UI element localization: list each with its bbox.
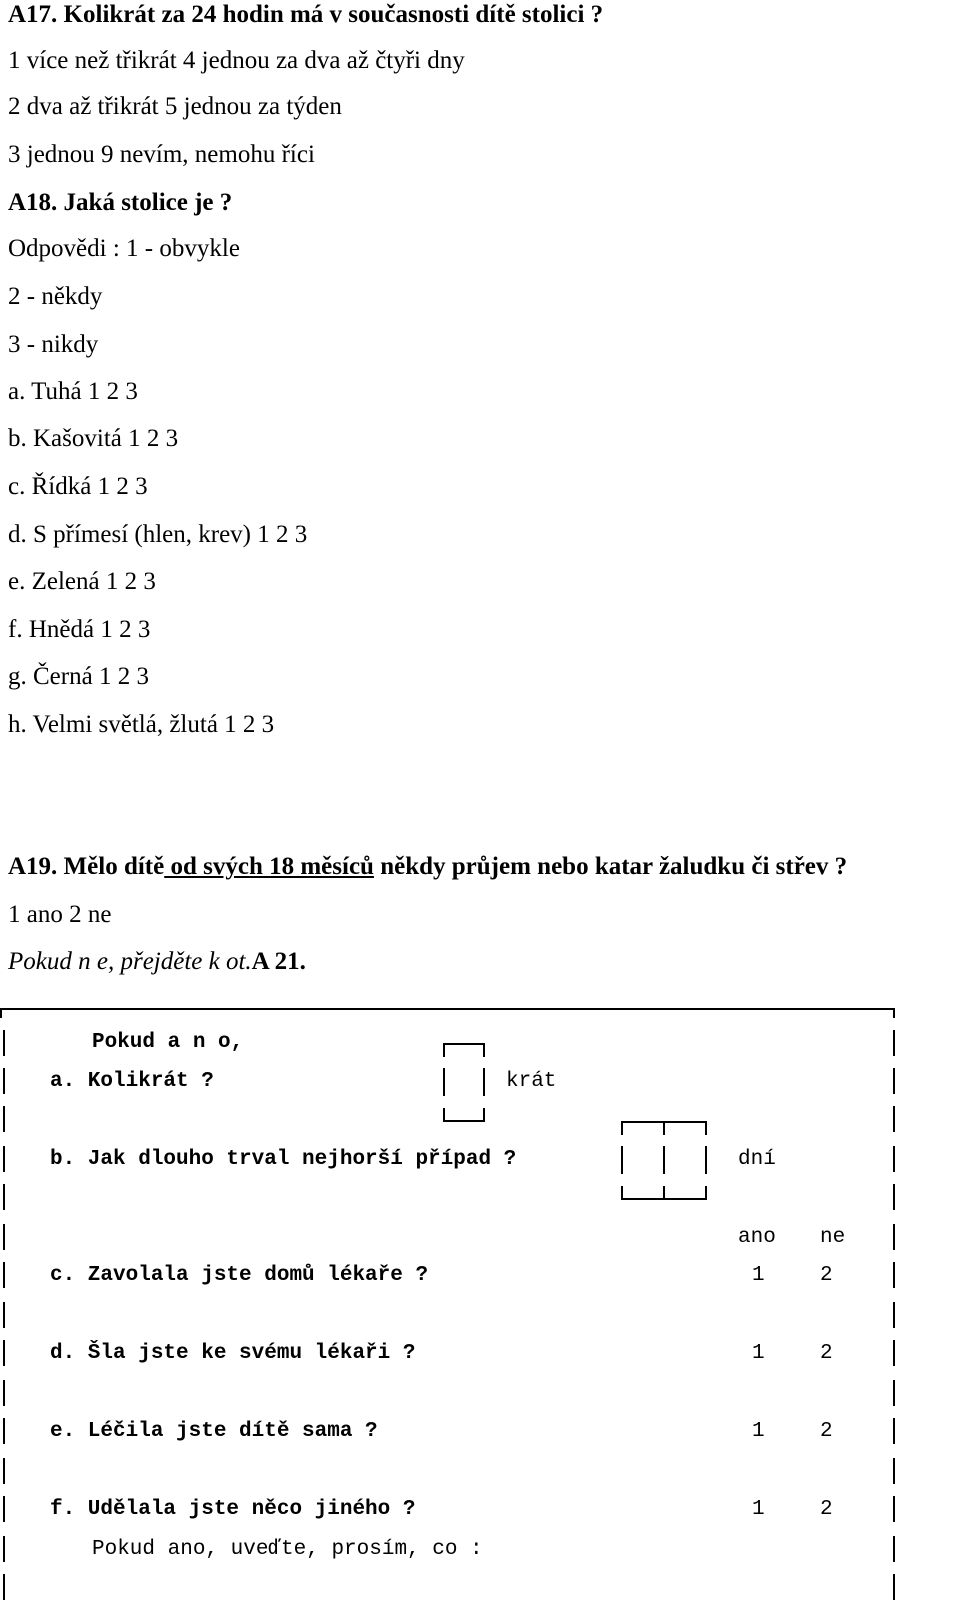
box-top-right-tick: [893, 1008, 895, 1018]
a18-legend-2: 2 - někdy: [8, 283, 103, 310]
a17-option-2: 2 dva až třikrát 5 jednou za týden: [8, 93, 342, 120]
box-right-seg: [893, 1146, 895, 1172]
a18-item-f: f. Hnědá 1 2 3: [8, 616, 151, 643]
box-row-c-no[interactable]: 2: [820, 1264, 833, 1287]
days-box-tr: [705, 1121, 707, 1135]
a19-skip-italic: Pokud n e, přejděte k ot.: [8, 948, 252, 975]
box-right-seg: [893, 1184, 895, 1210]
box-left-seg: [3, 1302, 5, 1328]
question-a18: A18. Jaká stolice je ?: [8, 189, 233, 216]
count-box-left: [443, 1068, 445, 1096]
a19-suffix: někdy průjem nebo katar žaludku či střev ?: [373, 853, 848, 880]
box-right-seg: [893, 1302, 895, 1328]
a19-prefix: A19. Mělo dítě: [8, 853, 165, 880]
count-box-top: [443, 1043, 485, 1045]
days-box-tm: [663, 1121, 665, 1135]
a18-item-c: c. Řídká 1 2 3: [8, 473, 148, 500]
count-box-top-left: [443, 1043, 445, 1057]
box-right-seg: [893, 1224, 895, 1250]
box-right-seg: [893, 1068, 895, 1094]
box-left-seg: [3, 1146, 5, 1172]
a18-item-h: h. Velmi světlá, žlutá 1 2 3: [8, 711, 275, 738]
box-right-seg: [893, 1496, 895, 1522]
a18-legend-3: 3 - nikdy: [8, 331, 99, 358]
box-right-seg: [893, 1536, 895, 1562]
a18-item-d: d. S přímesí (hlen, krev) 1 2 3: [8, 521, 308, 548]
box-right-seg: [893, 1418, 895, 1444]
a17-option-1: 1 více než třikrát 4 jednou za dva až čtyři dny: [8, 47, 465, 74]
box-left-seg: [3, 1496, 5, 1522]
days-box-tl: [621, 1121, 623, 1135]
box-row-f-label: f. Udělala jste něco jiného ?: [50, 1498, 416, 1521]
box-right-seg: [893, 1340, 895, 1366]
box-right-seg: [893, 1030, 895, 1056]
count-box-bottom: [443, 1120, 485, 1122]
column-yes: ano: [738, 1226, 776, 1249]
box-left-seg: [3, 1262, 5, 1288]
box-left-seg: [3, 1068, 5, 1094]
a18-item-g: g. Černá 1 2 3: [8, 663, 149, 690]
box-left-seg: [3, 1030, 5, 1056]
count-box-top-right: [483, 1043, 485, 1057]
box-row-f-yes[interactable]: 1: [752, 1498, 765, 1521]
days-box-m: [663, 1146, 665, 1174]
box-row-c-label: c. Zavolala jste domů lékaře ?: [50, 1264, 429, 1287]
box-a-label: a. Kolikrát ?: [50, 1070, 214, 1093]
box-header: Pokud a n o,: [92, 1031, 244, 1054]
box-b-label: b. Jak dlouho trval nejhorší případ ?: [50, 1148, 517, 1171]
box-left-seg: [3, 1380, 5, 1406]
a18-item-b: b. Kašovitá 1 2 3: [8, 425, 179, 452]
a19-options: 1 ano 2 ne: [8, 901, 112, 928]
box-top-border: [0, 1008, 895, 1010]
box-left-seg: [3, 1224, 5, 1250]
box-right-seg: [893, 1262, 895, 1288]
a18-answers-label: Odpovědi : 1 - obvykle: [8, 235, 240, 262]
box-left-seg: [3, 1574, 5, 1600]
box-right-seg: [893, 1106, 895, 1132]
a19-skip-instruction: [8, 947, 306, 977]
days-box-r: [705, 1146, 707, 1174]
count-box-right: [483, 1068, 485, 1096]
box-row-d-no[interactable]: 2: [820, 1342, 833, 1365]
days-box-l: [621, 1146, 623, 1174]
a18-item-a: a. Tuhá 1 2 3: [8, 378, 138, 405]
a18-item-e: e. Zelená 1 2 3: [8, 568, 156, 595]
box-left-seg: [3, 1458, 5, 1484]
box-row-d-yes[interactable]: 1: [752, 1342, 765, 1365]
days-box-bottom: [621, 1198, 707, 1200]
box-right-seg: [893, 1380, 895, 1406]
question-a19: [8, 852, 847, 882]
a17-option-3: 3 jednou 9 nevím, nemohu říci: [8, 141, 315, 168]
a19-skip-target: A 21.: [251, 948, 306, 975]
box-right-seg: [893, 1458, 895, 1484]
box-left-seg: [3, 1418, 5, 1444]
box-a-unit: krát: [506, 1070, 557, 1093]
box-right-seg: [893, 1574, 895, 1600]
question-a17: A17. Kolikrát za 24 hodin má v současnosti dítě stolici ?: [8, 1, 604, 28]
box-top-left-tick: [0, 1008, 2, 1018]
box-footer: Pokud ano, uveďte, prosím, co :: [92, 1538, 483, 1561]
box-left-seg: [3, 1184, 5, 1210]
box-row-e-label: e. Léčila jste dítě sama ?: [50, 1420, 378, 1443]
box-row-c-yes[interactable]: 1: [752, 1264, 765, 1287]
box-row-d-label: d. Šla jste ke svému lékaři ?: [50, 1342, 416, 1365]
a19-underlined: od svých 18 měsíců: [164, 853, 374, 880]
column-no: ne: [820, 1226, 846, 1249]
box-left-seg: [3, 1536, 5, 1562]
box-row-f-no[interactable]: 2: [820, 1498, 833, 1521]
box-b-unit: dní: [738, 1148, 776, 1171]
box-left-seg: [3, 1340, 5, 1366]
box-row-e-no[interactable]: 2: [820, 1420, 833, 1443]
box-left-seg: [3, 1106, 5, 1132]
box-row-e-yes[interactable]: 1: [752, 1420, 765, 1443]
